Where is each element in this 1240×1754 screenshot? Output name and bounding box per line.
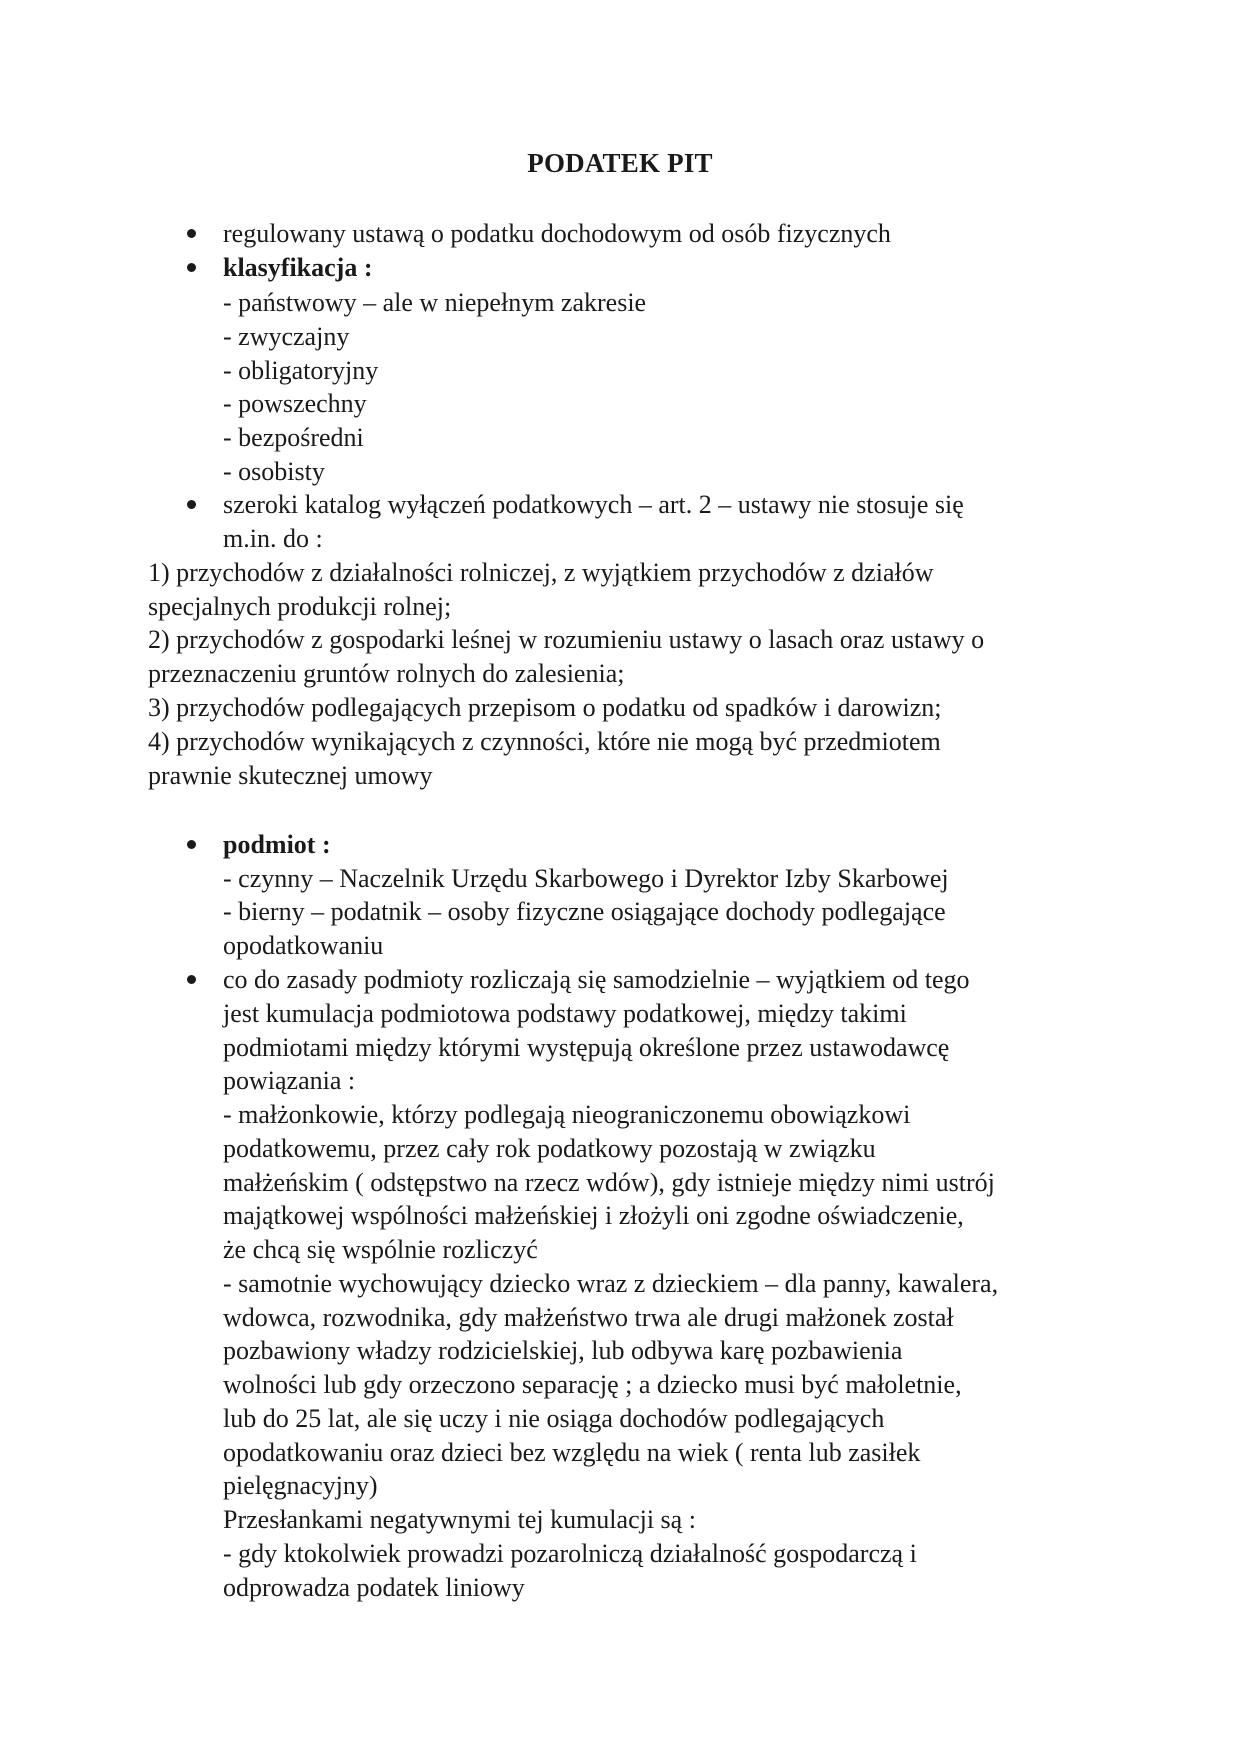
- exclusion-line: 4) przychodów wynikających z czynności, które nie mogą być przedmiotem: [148, 727, 941, 756]
- settlement-line: - samotnie wychowujący dziecko wraz z dzieckiem – dla panny, kawalera,: [223, 1269, 999, 1298]
- bullet-regulation: regulowany ustawą o podatku dochodowym od osób fizycznych: [223, 219, 891, 248]
- subject-label: podmiot :: [223, 830, 331, 859]
- settlement-line: podatkowemu, przez cały rok podatkowy pozostają w związku: [223, 1134, 876, 1163]
- settlement-line: odprowadza podatek liniowy: [223, 1573, 525, 1602]
- settlement-line: majątkowej wspólności małżeńskiej i złożyli oni zgodne oświadczenie,: [223, 1201, 964, 1230]
- exclusion-line: przeznaczeniu gruntów rolnych do zalesienia;: [148, 659, 625, 688]
- settlement-line: co do zasady podmioty rozliczają się samodzielnie – wyjątkiem od tego: [223, 965, 970, 994]
- exclusion-line: 2) przychodów z gospodarki leśnej w rozumieniu ustawy o lasach oraz ustawy o: [148, 625, 985, 654]
- classification-item: - zwyczajny: [223, 322, 350, 351]
- classification-item: - obligatoryjny: [223, 356, 379, 385]
- classification-item: - państwowy – ale w niepełnym zakresie: [223, 288, 647, 317]
- settlement-line: lub do 25 lat, ale się uczy i nie osiąga dochodów podlegających: [223, 1404, 885, 1433]
- exclusions-intro-cont: m.in. do :: [223, 524, 323, 553]
- settlement-line: pielęgnacyjny): [223, 1471, 378, 1500]
- settlement-line: że chcą się wspólnie rozliczyć: [223, 1235, 538, 1264]
- exclusion-line: 1) przychodów z działalności rolniczej, z wyjątkiem przychodów z działów: [148, 558, 934, 587]
- bullet-marker: [187, 229, 196, 238]
- bullet-marker: [187, 263, 196, 272]
- classification-item: - bezpośredni: [223, 423, 364, 452]
- settlement-line: małżeńskim ( odstępstwo na rzecz wdów), gdy istnieje między nimi ustrój: [223, 1168, 995, 1197]
- exclusion-line: 3) przychodów podlegających przepisom o podatku od spadków i darowizn;: [148, 693, 942, 722]
- exclusion-line: specjalnych produkcji rolnej;: [148, 592, 452, 621]
- settlement-line: wolności lub gdy orzeczono separację ; a dziecko musi być małoletnie,: [223, 1370, 962, 1399]
- bullet-marker: [187, 975, 196, 984]
- subject-line: - czynny – Naczelnik Urzędu Skarbowego i Dyrektor Izby Skarbowej: [223, 864, 949, 893]
- settlement-line: pozbawiony władzy rodzicielskiej, lub odbywa karę pozbawienia: [223, 1336, 903, 1365]
- subject-line: - bierny – podatnik – osoby fizyczne osiągające dochody podlegające: [223, 897, 946, 926]
- settlement-line: - małżonkowie, którzy podlegają nieograniczonemu obowiązkowi: [223, 1100, 911, 1129]
- settlement-line: Przesłankami negatywnymi tej kumulacji są :: [223, 1505, 696, 1534]
- settlement-line: - gdy ktokolwiek prowadzi pozarolniczą działalność gospodarczą i: [223, 1539, 917, 1568]
- exclusion-line: prawnie skutecznej umowy: [148, 761, 433, 790]
- settlement-line: powiązania :: [223, 1066, 356, 1095]
- classification-label: klasyfikacja :: [223, 253, 373, 282]
- classification-item: - osobisty: [223, 457, 325, 486]
- settlement-line: wdowca, rozwodnika, gdy małżeństwo trwa ale drugi małżonek został: [223, 1303, 954, 1332]
- subject-line: opodatkowaniu: [223, 931, 384, 960]
- exclusions-intro: szeroki katalog wyłączeń podatkowych – art. 2 – ustawy nie stosuje się: [223, 490, 964, 519]
- bullet-marker: [187, 500, 196, 509]
- settlement-line: podmiotami między którymi występują określone przez ustawodawcę: [223, 1033, 950, 1062]
- classification-item: - powszechny: [223, 389, 367, 418]
- bullet-marker: [187, 840, 196, 849]
- settlement-line: opodatkowaniu oraz dzieci bez względu na wiek ( renta lub zasiłek: [223, 1438, 921, 1467]
- settlement-line: jest kumulacja podmiotowa podstawy podatkowej, między takimi: [223, 999, 907, 1028]
- page-title: PODATEK PIT: [527, 148, 713, 178]
